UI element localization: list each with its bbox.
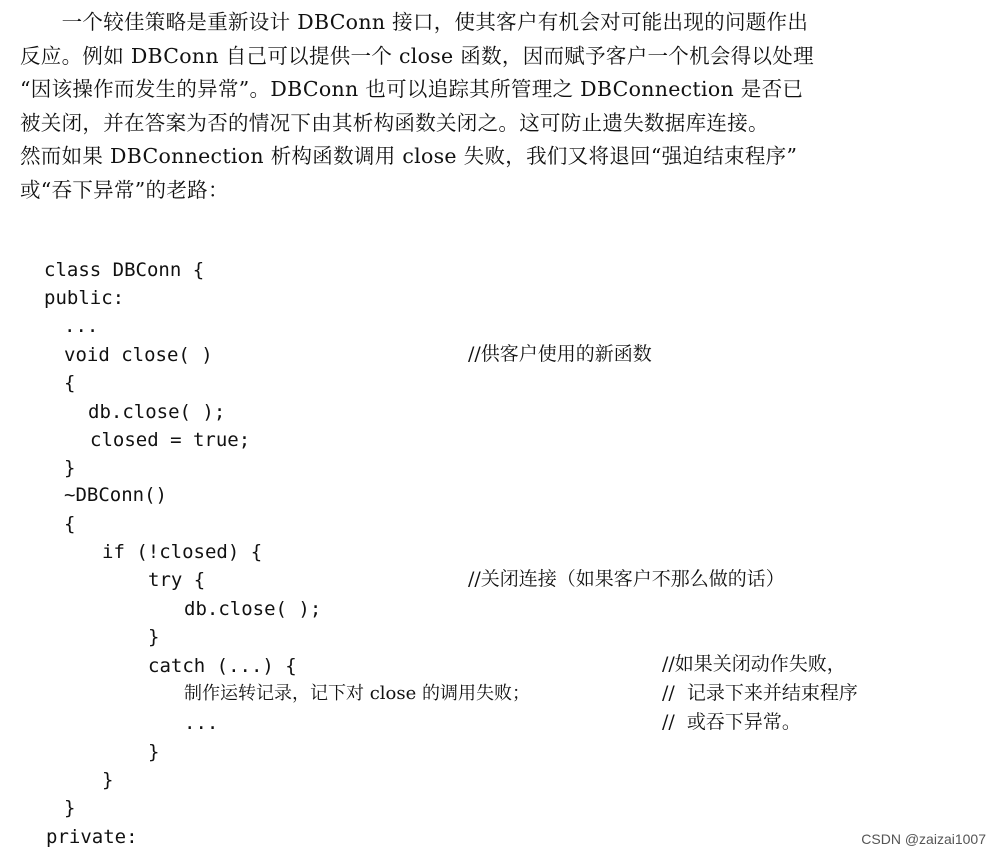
code-line: catch (...) { <box>148 655 297 677</box>
code-line: } <box>64 797 76 819</box>
code-comment: //供客户使用的新函数 <box>468 343 652 365</box>
code-line: db.close( ); <box>88 401 226 423</box>
code-line: } <box>148 741 160 763</box>
paragraph-line: 或“吞下异常”的老路： <box>20 177 229 202</box>
code-line: private: <box>46 826 138 848</box>
code-line: void close( ) <box>64 344 213 366</box>
paragraph-line: 被关闭，并在答案为否的情况下由其析构函数关闭之。这可防止遗失数据库连接。 <box>20 110 769 135</box>
code-line: public: <box>44 287 125 309</box>
code-comment: //关闭连接（如果客户不那么做的话） <box>468 568 785 590</box>
code-line: ... <box>184 712 219 734</box>
code-line: } <box>64 457 76 479</box>
code-line: ... <box>64 315 99 337</box>
code-line: if (!closed) { <box>102 541 263 563</box>
code-comment: // 或吞下异常。 <box>662 711 801 733</box>
code-line: } <box>148 626 160 648</box>
code-line: class DBConn { <box>44 259 205 281</box>
body-paragraph <box>20 6 995 208</box>
watermark: CSDN @zaizai1007 <box>861 831 986 847</box>
paragraph-line: 然而如果 DBConnection 析构函数调用 close 失败，我们又将退回“强迫结束程序” <box>20 144 798 169</box>
code-comment: //如果关闭动作失败， <box>662 653 846 675</box>
code-line: db.close( ); <box>184 598 322 620</box>
code-line: { <box>64 372 76 394</box>
paragraph-line: “因该操作而发生的异常”。DBConn 也可以追踪其所管理之 DBConnection 是否已 <box>20 77 804 102</box>
code-line: } <box>102 769 114 791</box>
code-line: ~DBConn() <box>64 484 167 506</box>
paragraph-line: 一个较佳策略是重新设计 DBConn 接口，使其客户有机会对可能出现的问题作出 <box>20 10 809 34</box>
code-line: 制作运转记录，记下对 close 的调用失败； <box>184 683 531 704</box>
code-line: closed = true; <box>90 429 251 451</box>
code-comment: // 记录下来并结束程序 <box>662 682 858 704</box>
code-line: { <box>64 513 76 535</box>
code-line: try { <box>148 569 206 591</box>
paragraph-line: 反应。例如 DBConn 自己可以提供一个 close 函数，因而赋予客户一个机会得以处理 <box>20 43 814 68</box>
